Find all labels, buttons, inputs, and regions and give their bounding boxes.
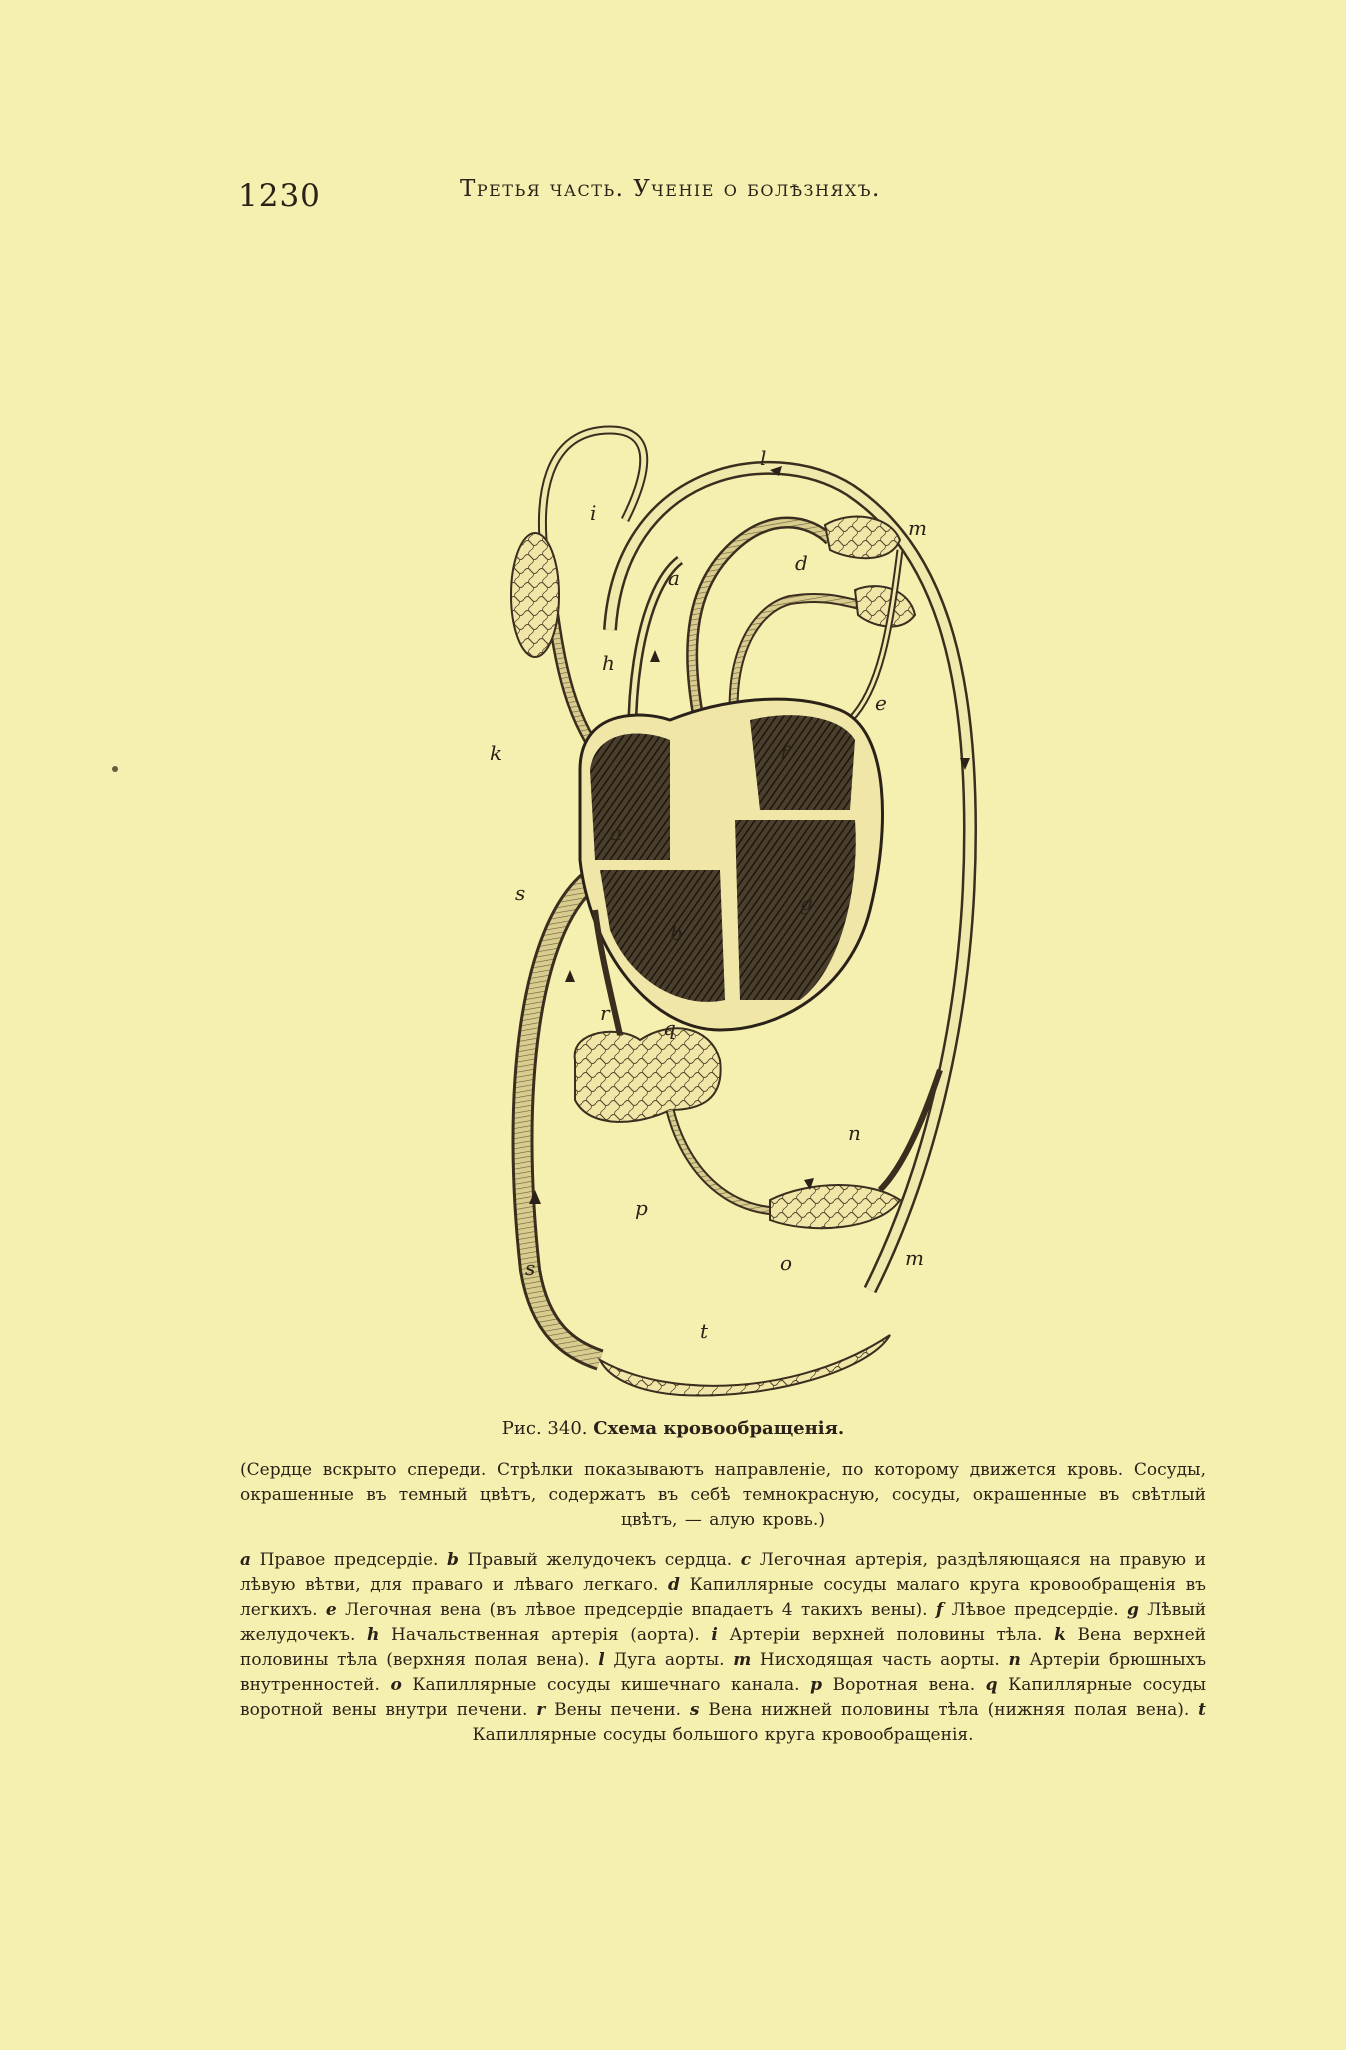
label-n: n	[848, 1121, 861, 1145]
legend-entry: f Лѣвое предсердіе.	[935, 1600, 1119, 1620]
figure-legend	[240, 1548, 1206, 1748]
upper-body-capillaries	[511, 533, 559, 657]
legend-entry: g Лѣвый желудочекъ.	[240, 1600, 1207, 1645]
label-l: l	[760, 446, 767, 470]
liver-capillaries	[575, 1028, 721, 1122]
legend-entry: m Нисходящая часть аорты.	[733, 1650, 1000, 1670]
legend-entry: s Вена нижней половины тѣла (нижняя полая вена).	[689, 1700, 1190, 1720]
label-s-top: s	[515, 881, 526, 905]
figure-number: Рис. 340.	[501, 1418, 588, 1439]
label-h: h	[602, 651, 615, 675]
legend-entry: o Капиллярные сосуды кишечнаго канала.	[390, 1675, 800, 1695]
legend-entry: a Правое предсердіе.	[240, 1550, 439, 1570]
legend-entry: r Вены печени.	[536, 1700, 682, 1720]
right-ventricle	[600, 870, 725, 1002]
label-g: g	[800, 891, 813, 915]
legend-entry: l Дуга аорты.	[598, 1650, 725, 1670]
label-b-heart: b	[670, 921, 683, 945]
label-k: k	[490, 741, 503, 765]
legend-entry: c Легочная артерія, раздѣляющаяся на правую и лѣвую вѣтви, для праваго и лѣваго легкаго.	[240, 1550, 1206, 1595]
body-capillaries	[600, 1335, 890, 1396]
legend-entry: n Артеріи брюшныхъ внутренностей.	[240, 1650, 1207, 1695]
legend-entry: k Вена верхней половины тѣла (верхняя полая вена).	[240, 1625, 1207, 1670]
legend-entry: p Воротная вена.	[810, 1675, 976, 1695]
label-i: i	[590, 501, 597, 525]
label-m-top: m	[908, 516, 927, 540]
label-t: t	[700, 1319, 709, 1343]
label-e: e	[875, 691, 887, 715]
label-a-heart: a	[610, 821, 622, 845]
legend-entry: b Правый желудочекъ сердца.	[446, 1550, 733, 1570]
running-head: Третья часть. Ученіе о болѣзняхъ.	[460, 176, 881, 202]
paper-spot	[112, 766, 118, 772]
lung-capillaries-lower	[855, 586, 915, 626]
label-m-bottom: m	[905, 1246, 924, 1270]
legend-entry: e Легочная вена (въ лѣвое предсердіе впадаетъ 4 такихъ вены).	[325, 1600, 928, 1620]
figure-caption	[0, 1418, 1346, 1439]
left-atrium	[750, 715, 855, 810]
label-q: q	[663, 1016, 676, 1040]
figure-title: Схема кровообращенія.	[593, 1418, 845, 1439]
right-atrium	[590, 734, 670, 860]
caption-note: (Сердце вскрыто спереди. Стрѣлки показываютъ направленіе, по которому движется кровь. Сосуды, окрашенные въ темный цвѣтъ, содержатъ въ себѣ темнокрасную, сосуды, окрашенные въ свѣтлый цвѣтъ, — алую кровь.)	[240, 1460, 1206, 1530]
label-p: p	[635, 1196, 648, 1220]
legend-entry: i Артеріи верхней половины тѣла.	[711, 1625, 1043, 1645]
legend-entry: d Капиллярные сосуды малаго круга кровообращенія въ легкихъ.	[240, 1575, 1206, 1620]
label-s-bottom: s	[525, 1256, 536, 1280]
label-a-up: a	[668, 566, 680, 590]
label-r: r	[600, 1001, 610, 1025]
page-number: 1230	[238, 178, 321, 214]
circulation-diagram	[470, 410, 1010, 1410]
intestinal-capillaries	[770, 1185, 900, 1228]
legend-entry: t Капиллярные сосуды большого круга кровообращенія.	[472, 1700, 1207, 1745]
label-d: d	[795, 551, 808, 575]
label-o: o	[780, 1251, 793, 1275]
label-f: f	[780, 741, 788, 765]
legend-entry: h Начальственная артерія (аорта).	[367, 1625, 700, 1645]
legend-entry: q Капиллярные сосуды воротной вены внутри печени.	[240, 1675, 1207, 1720]
